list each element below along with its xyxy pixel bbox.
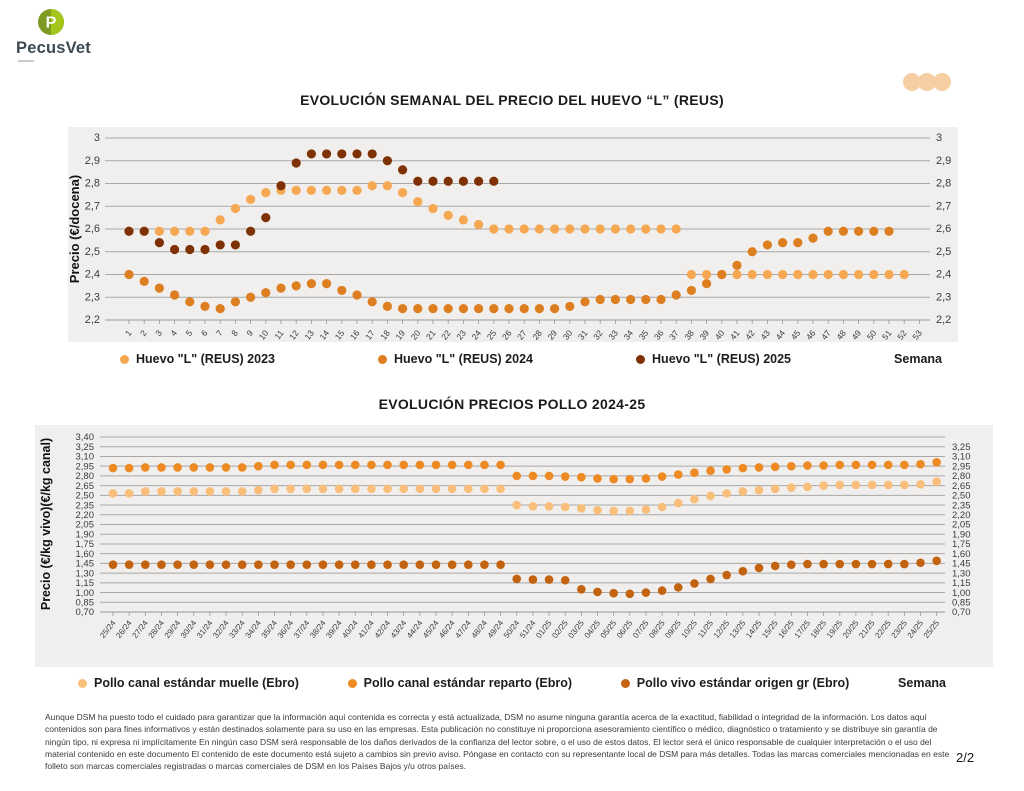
svg-text:41/24: 41/24	[356, 618, 376, 641]
svg-text:35: 35	[636, 328, 651, 342]
svg-text:50/24: 50/24	[501, 618, 522, 641]
legend-item-huevo-l-reus-2024	[378, 352, 533, 366]
svg-text:30/24: 30/24	[178, 618, 199, 641]
svg-text:08/25: 08/25	[647, 618, 667, 641]
y-axis-labels-left	[85, 132, 100, 326]
svg-text:27/24: 27/24	[130, 618, 150, 641]
svg-text:36/24: 36/24	[275, 618, 296, 641]
legend-item-huevo-l-reus-2023	[120, 352, 275, 366]
svg-text:16: 16	[347, 328, 362, 342]
svg-text:2,35: 2,35	[75, 500, 94, 512]
svg-text:2,20: 2,20	[75, 509, 94, 521]
y-axis-title: Precio (€/kg vivo)(€/kg canal)	[39, 437, 53, 611]
svg-text:23/25: 23/25	[889, 618, 909, 641]
svg-text:45: 45	[788, 328, 803, 342]
svg-text:1,30: 1,30	[952, 568, 971, 580]
legend-label: Pollo canal estándar reparto (Ebro)	[363, 676, 573, 690]
svg-text:29/24: 29/24	[162, 618, 183, 641]
svg-text:1: 1	[122, 328, 134, 338]
svg-text:40/24: 40/24	[340, 618, 360, 641]
svg-text:47: 47	[819, 328, 833, 342]
legend-dot-icon	[78, 679, 87, 688]
y-axis-labels-left	[76, 432, 95, 618]
svg-text:06/25: 06/25	[614, 618, 635, 641]
svg-text:1,60: 1,60	[952, 548, 971, 560]
svg-text:2,6: 2,6	[936, 223, 952, 236]
legend-label: Pollo vivo estándar origen gr (Ebro)	[636, 676, 850, 690]
pecusvet-p-icon	[37, 8, 65, 36]
svg-text:13/25: 13/25	[728, 618, 748, 641]
x-axis-title: Semana	[894, 352, 942, 366]
svg-text:3,10: 3,10	[75, 451, 94, 463]
svg-text:26/24: 26/24	[114, 618, 134, 641]
legend-dot-icon	[621, 679, 630, 688]
svg-text:25: 25	[484, 328, 499, 342]
svg-text:3,10: 3,10	[952, 451, 971, 463]
svg-text:10: 10	[256, 328, 271, 342]
legend-dot-icon	[120, 355, 129, 364]
svg-text:51/24: 51/24	[518, 618, 538, 641]
svg-text:32: 32	[591, 328, 605, 342]
svg-text:09/25: 09/25	[663, 618, 683, 641]
svg-text:15/25: 15/25	[760, 618, 780, 641]
svg-text:41: 41	[727, 328, 742, 342]
svg-text:36: 36	[651, 328, 666, 342]
svg-text:35/24: 35/24	[259, 618, 280, 641]
svg-text:11/25: 11/25	[696, 618, 716, 640]
svg-text:2,3: 2,3	[936, 291, 952, 304]
pecusvet-logo	[16, 6, 106, 66]
svg-text:0,85: 0,85	[952, 597, 971, 609]
svg-text:53: 53	[910, 328, 924, 342]
svg-text:3: 3	[93, 132, 100, 145]
svg-text:24/25: 24/25	[905, 618, 926, 641]
svg-text:3,25: 3,25	[952, 441, 971, 453]
svg-text:43/24: 43/24	[388, 618, 409, 641]
svg-text:25/25: 25/25	[921, 618, 942, 641]
legend-item-pollo-canal-est-ndar-muelle-ebro	[78, 676, 299, 690]
svg-text:1,45: 1,45	[952, 558, 971, 570]
legend-label: Huevo "L" (REUS) 2023	[136, 352, 275, 366]
svg-text:52: 52	[895, 328, 909, 342]
disclaimer-text: Aunque DSM ha puesto todo el cuidado para garantizar que la información aquí contenida es correcta y está actualizada, DSM no asume ninguna garantía acerca de la exactitud, fiabilidad o integridad de la información. Los datos aquí contenidos son para fines informativos y están destinados solamente para su uso en las empresas. Esta publicación no constituye ni proporciona asesoramiento científico o médico, diagnóstico o tratamiento y se distribuye sin garantía de ningún tipo, ni expresa ni implícitamente En ningún caso DSM será responsable de los daños derivados de la confianza del lector sobre, o el uso de estos datos. El lector será el único responsable de cualquier interpretación o el uso del material contenido en este documento El contenido de este documento está sujeto a cambios sin previo aviso. Póngase en contacto con su representante local de DSM para más detalles. Todas las marcas comerciales mencionadas en este folleto son marcas comerciales registradas o marcas comerciales de DSM en los Países Bajos y/u otros países.	[45, 712, 950, 772]
svg-text:2,5: 2,5	[936, 245, 952, 258]
svg-text:07/25: 07/25	[631, 618, 651, 641]
svg-text:05/25: 05/25	[598, 618, 619, 641]
svg-text:12/25: 12/25	[711, 618, 732, 641]
svg-text:46: 46	[803, 328, 818, 342]
svg-text:34: 34	[621, 328, 636, 342]
svg-text:45/24: 45/24	[421, 618, 441, 641]
y-axis-labels-right	[952, 442, 971, 618]
svg-text:2,05: 2,05	[75, 519, 94, 531]
svg-text:49/24: 49/24	[485, 618, 506, 641]
svg-text:2,35: 2,35	[952, 500, 971, 512]
svg-text:1,30: 1,30	[75, 568, 94, 580]
svg-text:2,20: 2,20	[952, 509, 971, 521]
svg-text:2,9: 2,9	[84, 154, 100, 167]
svg-text:5: 5	[183, 328, 195, 338]
svg-text:2,8: 2,8	[936, 177, 952, 190]
svg-text:38/24: 38/24	[308, 618, 328, 641]
svg-text:2,7: 2,7	[936, 200, 952, 213]
svg-text:12: 12	[287, 328, 301, 342]
svg-text:2,05: 2,05	[952, 519, 971, 531]
chicken-chart-title: EVOLUCIÓN PRECIOS POLLO 2024-25	[378, 396, 646, 412]
svg-text:2,8: 2,8	[84, 177, 100, 190]
egg-chart-legend	[120, 349, 942, 369]
svg-text:3: 3	[153, 328, 164, 338]
svg-text:3,25: 3,25	[75, 441, 94, 453]
svg-text:1,60: 1,60	[75, 548, 94, 560]
svg-text:43: 43	[758, 328, 772, 342]
svg-text:13: 13	[302, 328, 316, 342]
svg-text:32/24: 32/24	[211, 618, 231, 641]
svg-text:2,95: 2,95	[75, 461, 94, 473]
legend-label: Huevo "L" (REUS) 2025	[652, 352, 792, 366]
svg-text:19: 19	[393, 328, 408, 342]
svg-text:1,45: 1,45	[75, 558, 94, 570]
svg-text:2: 2	[137, 328, 149, 338]
svg-text:25/24: 25/24	[98, 618, 118, 641]
egg-chart-title: EVOLUCIÓN SEMANAL DEL PRECIO DEL HUEVO “L” (REUS)	[300, 92, 724, 108]
svg-text:03/25: 03/25	[566, 618, 586, 641]
svg-text:34/24: 34/24	[243, 618, 263, 641]
svg-text:2,80: 2,80	[75, 471, 94, 483]
svg-text:02/25: 02/25	[550, 618, 570, 641]
svg-text:0,70: 0,70	[75, 607, 94, 619]
svg-text:2,5: 2,5	[84, 245, 100, 258]
svg-text:22: 22	[439, 328, 453, 342]
x-axis-title: Semana	[898, 676, 946, 690]
svg-text:6: 6	[198, 328, 210, 338]
svg-text:2,65: 2,65	[952, 480, 971, 492]
svg-text:2,80: 2,80	[952, 471, 971, 483]
svg-text:2,4: 2,4	[936, 268, 952, 281]
legend-dot-icon	[636, 355, 645, 364]
decorative-dots	[903, 73, 951, 91]
svg-text:1,90: 1,90	[952, 529, 971, 541]
svg-text:30: 30	[560, 328, 575, 342]
svg-text:21/25: 21/25	[857, 618, 877, 641]
svg-text:47/24: 47/24	[453, 618, 473, 641]
svg-text:15: 15	[332, 328, 347, 342]
svg-text:17/25: 17/25	[792, 618, 813, 641]
svg-text:23: 23	[454, 328, 468, 342]
chicken-chart-legend	[78, 673, 946, 693]
svg-text:16/25: 16/25	[776, 618, 796, 641]
svg-text:2,2: 2,2	[84, 314, 100, 327]
svg-text:42/24: 42/24	[372, 618, 393, 641]
svg-text:27: 27	[515, 328, 529, 342]
svg-text:14: 14	[317, 328, 332, 342]
svg-text:50: 50	[864, 328, 879, 342]
svg-text:18: 18	[378, 328, 392, 342]
svg-text:39/24: 39/24	[324, 618, 344, 641]
svg-text:20/25: 20/25	[841, 618, 861, 641]
svg-text:2,2: 2,2	[936, 314, 952, 327]
svg-text:1,75: 1,75	[952, 539, 971, 551]
svg-text:22/25: 22/25	[873, 618, 893, 641]
svg-text:1,00: 1,00	[75, 587, 94, 599]
legend-label: Pollo canal estándar muelle (Ebro)	[94, 676, 299, 690]
svg-text:33/24: 33/24	[227, 618, 247, 641]
svg-text:40: 40	[712, 328, 727, 342]
svg-text:21: 21	[423, 328, 438, 342]
svg-text:46/24: 46/24	[437, 618, 457, 641]
svg-text:37/24: 37/24	[291, 618, 312, 641]
svg-text:2,50: 2,50	[75, 490, 94, 502]
svg-text:19/25: 19/25	[824, 618, 845, 641]
svg-text:18/25: 18/25	[808, 618, 829, 641]
svg-text:44/24: 44/24	[405, 618, 425, 641]
svg-text:48: 48	[834, 328, 848, 342]
svg-text:3: 3	[936, 132, 943, 145]
y-axis-title: Precio (€/docena)	[67, 174, 82, 284]
svg-text:48/24: 48/24	[469, 618, 490, 641]
svg-text:28: 28	[530, 328, 544, 342]
svg-text:2,7: 2,7	[84, 200, 100, 213]
svg-text:10/25: 10/25	[679, 618, 699, 641]
svg-text:28/24: 28/24	[146, 618, 167, 641]
svg-text:9: 9	[244, 328, 256, 338]
svg-text:1,15: 1,15	[75, 578, 94, 590]
svg-text:14/25: 14/25	[744, 618, 764, 641]
decorative-dot	[933, 73, 951, 91]
legend-item-huevo-l-reus-2025	[636, 352, 791, 366]
egg-price-chart	[60, 120, 1000, 370]
legend-label: Huevo "L" (REUS) 2024	[394, 352, 533, 366]
svg-text:2,65: 2,65	[75, 480, 94, 492]
svg-text:44: 44	[773, 328, 788, 342]
svg-text:24: 24	[469, 328, 484, 342]
svg-text:8: 8	[229, 328, 240, 338]
page-number: 2/2	[956, 750, 975, 765]
svg-text:17: 17	[363, 328, 377, 342]
svg-text:31: 31	[575, 328, 590, 342]
svg-text:2,3: 2,3	[84, 291, 100, 304]
svg-text:1,00: 1,00	[952, 587, 971, 599]
legend-dot-icon	[348, 679, 357, 688]
svg-text:7: 7	[213, 328, 225, 338]
svg-text:2,6: 2,6	[84, 223, 100, 236]
svg-text:0,85: 0,85	[75, 597, 94, 609]
legend-dot-icon	[378, 355, 387, 364]
legend-item-pollo-canal-est-ndar-reparto-ebro	[348, 676, 572, 690]
svg-text:4: 4	[168, 328, 180, 338]
svg-text:49: 49	[849, 328, 864, 342]
svg-text:37: 37	[667, 328, 681, 342]
svg-text:33: 33	[606, 328, 620, 342]
y-axis-labels-right	[936, 132, 951, 326]
chicken-price-chart	[28, 420, 998, 675]
svg-text:1,15: 1,15	[952, 578, 971, 590]
svg-text:01/25: 01/25	[534, 618, 554, 641]
svg-text:39: 39	[697, 328, 712, 342]
svg-text:1,75: 1,75	[75, 539, 94, 551]
svg-text:3,40: 3,40	[75, 432, 94, 444]
svg-text:31/24: 31/24	[195, 618, 215, 641]
svg-text:2,9: 2,9	[936, 154, 952, 167]
svg-text:51: 51	[879, 328, 894, 342]
svg-text:29: 29	[545, 328, 560, 342]
svg-text:P: P	[45, 14, 57, 32]
svg-text:20: 20	[408, 328, 423, 342]
logo-wordmark: PecusVet	[16, 39, 91, 57]
svg-text:0,70: 0,70	[952, 607, 971, 619]
svg-text:26: 26	[499, 328, 514, 342]
legend-item-pollo-vivo-est-ndar-origen-gr-ebro	[621, 676, 850, 690]
svg-text:38: 38	[682, 328, 696, 342]
svg-text:42: 42	[743, 328, 757, 342]
svg-text:2,95: 2,95	[952, 461, 971, 473]
svg-text:1,90: 1,90	[75, 529, 94, 541]
logo-tagline	[18, 60, 34, 62]
svg-text:2,50: 2,50	[952, 490, 971, 502]
svg-text:11: 11	[272, 328, 286, 342]
svg-text:04/25: 04/25	[582, 618, 603, 641]
svg-text:2,4: 2,4	[84, 268, 100, 281]
